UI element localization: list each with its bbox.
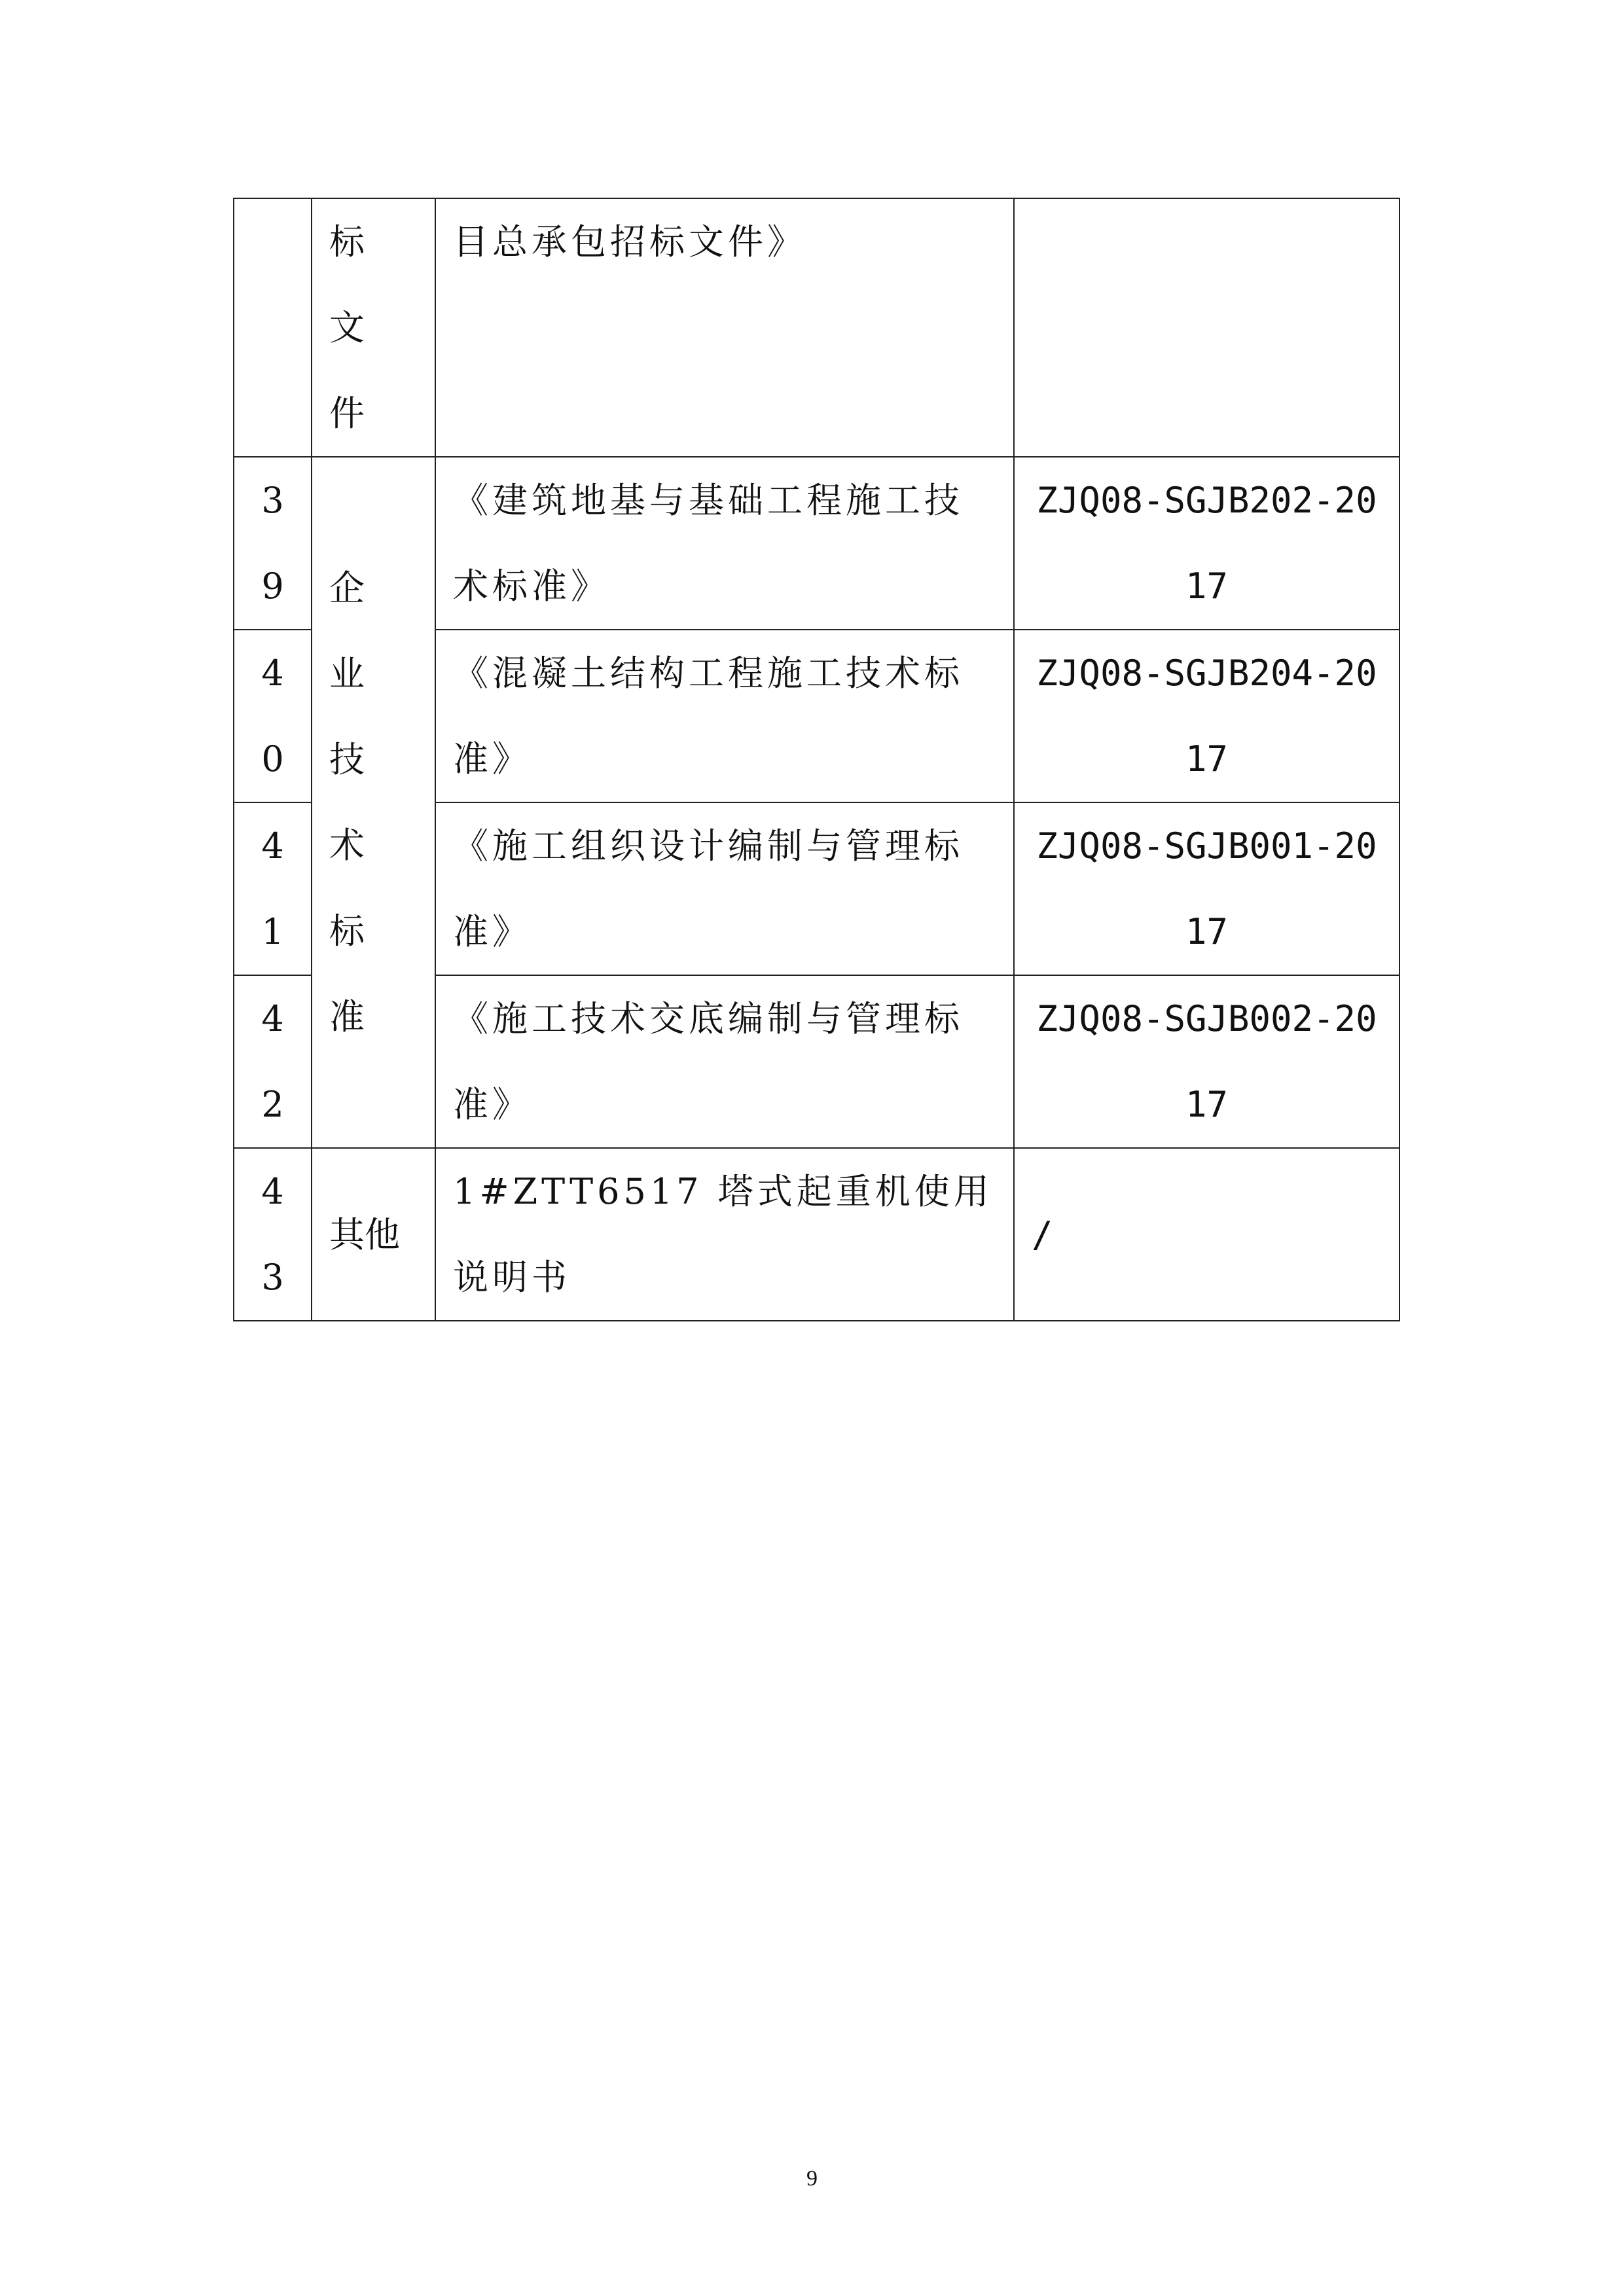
- row-number-cell: 40: [234, 630, 312, 802]
- document-title-cell: 《施工组织设计编制与管理标准》: [435, 802, 1014, 975]
- standard-code-cell: ZJQ08-SGJB204-2017: [1014, 630, 1399, 802]
- document-title-cell: 《施工技术交底编制与管理标准》: [435, 975, 1014, 1148]
- table-row: [234, 198, 1399, 457]
- category-cell: 其他: [312, 1148, 435, 1321]
- row-number-cell: 41: [234, 802, 312, 975]
- document-title-cell: 1#ZTT6517 塔式起重机使用说明书: [435, 1148, 1014, 1321]
- category-cell-enterprise-standards: 企业技术标准: [312, 457, 435, 1148]
- table-row: [234, 1148, 1399, 1321]
- row-number-cell: 42: [234, 975, 312, 1148]
- standard-code-cell: ZJQ08-SGJB001-2017: [1014, 802, 1399, 975]
- document-title-cell: 《建筑地基与基础工程施工技术标准》: [435, 457, 1014, 630]
- category-cell: 标文件: [312, 198, 435, 457]
- row-number-cell: 39: [234, 457, 312, 630]
- standard-code-cell: [1014, 198, 1399, 457]
- standard-code-cell: /: [1014, 1148, 1399, 1321]
- standard-code-cell: ZJQ08-SGJB002-2017: [1014, 975, 1399, 1148]
- document-title-cell: 目总承包招标文件》: [435, 198, 1014, 457]
- page-number: 9: [806, 2166, 818, 2191]
- row-number-cell: 43: [234, 1148, 312, 1321]
- document-title-cell: 《混凝土结构工程施工技术标准》: [435, 630, 1014, 802]
- table-row: [234, 457, 1399, 630]
- standards-table: [233, 198, 1400, 1321]
- standard-code-cell: ZJQ08-SGJB202-2017: [1014, 457, 1399, 630]
- row-number-cell: [234, 198, 312, 457]
